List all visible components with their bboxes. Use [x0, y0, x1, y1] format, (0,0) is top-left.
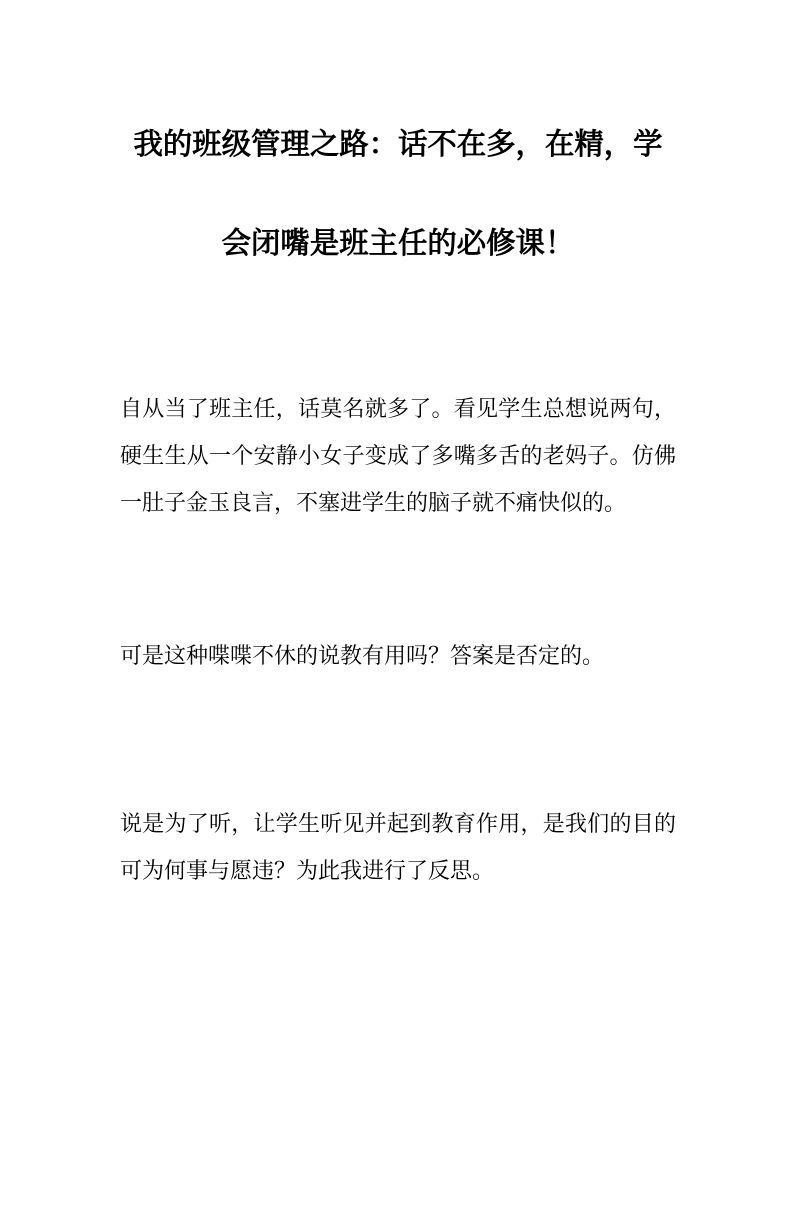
paragraph-3: 说是为了听，让学生听见并起到教育作用，是我们的目的可为何事与愿违？为此我进行了反思。 [120, 811, 676, 883]
paragraph-1: 自从当了班主任，话莫名就多了。看见学生总想说两句，硬生生从一个安静小女子变成了多嘴多舌的老妈子。仿佛一肚子金玉良言，不塞进学生的脑子就不痛快似的。 [120, 396, 676, 515]
paragraph-2: 可是这种喋喋不休的说教有用吗？答案是否定的。 [120, 643, 605, 668]
document-title: 我的班级管理之路：话不在多，在精，学会闭嘴是班主任的必修课！ [133, 128, 663, 260]
document-page [0, 95, 793, 1217]
